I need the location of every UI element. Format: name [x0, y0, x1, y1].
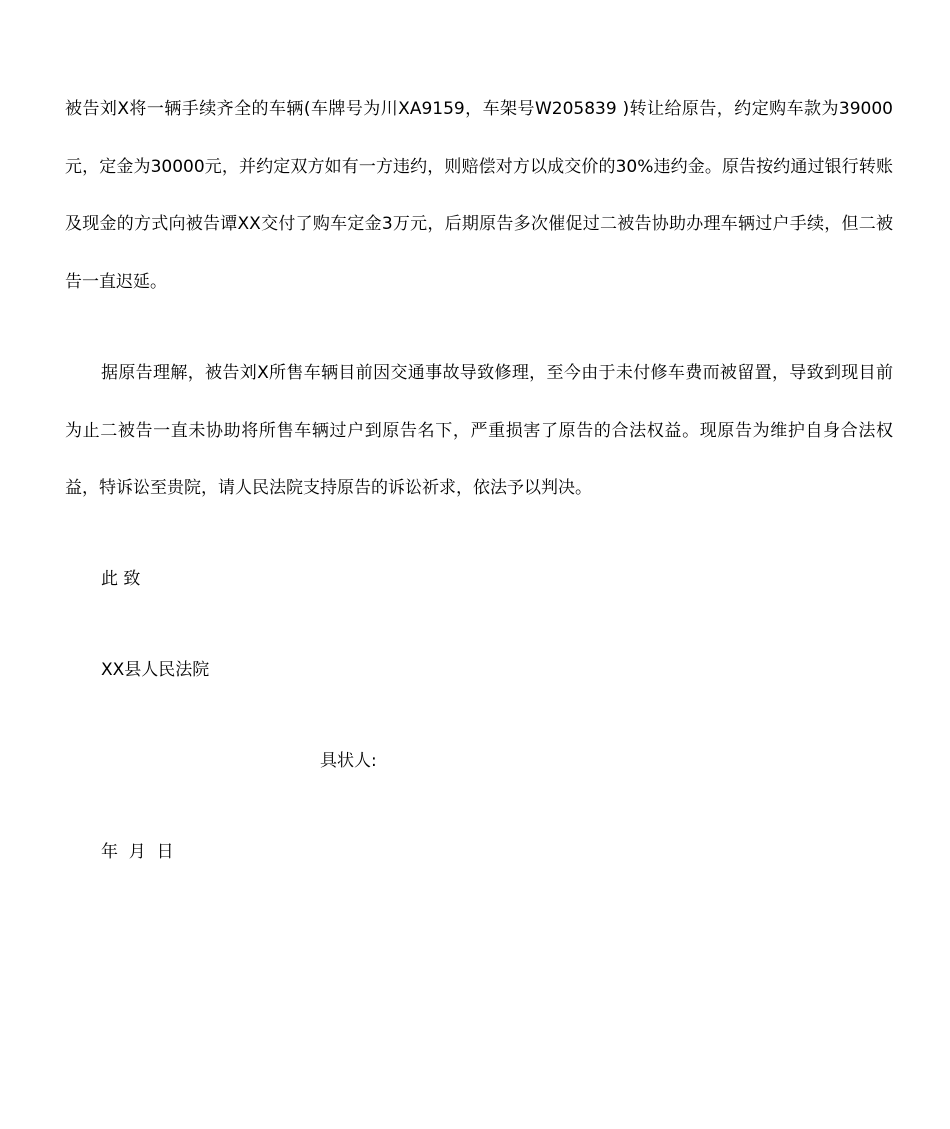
body-paragraph-facts: 被告刘X将一辆手续齐全的车辆(车牌号为川XA9159，车架号W205839 )转让给原告，约定购车款为39000元，定金为30000元，并约定双方如有一方违约，则赔偿对方以成交价的30%违约金。原告按约通过银行转账及现金的方式向被告谭XX交付了购车定金3万元，后期原告多次催促过二被告协助办理车辆过户手续，但二被告一直迟延。 — [65, 99, 893, 292]
date-line: 年 月 日 — [101, 842, 174, 862]
addressee-court: XX县人民法院 — [101, 660, 210, 680]
body-paragraph-claim: 据原告理解，被告刘X所售车辆目前因交通事故导致修理，至今由于未付修车费而被留置，导致到现目前为止二被告一直未协助将所售车辆过户到原告名下，严重损害了原告的合法权益。现原告为维护自身合法权益，特诉讼至贵院，请人民法院支持原告的诉讼祈求，依法予以判决。 — [65, 363, 893, 498]
salutation: 此 致 — [101, 569, 141, 589]
signer-label: 具状人: — [320, 751, 377, 771]
